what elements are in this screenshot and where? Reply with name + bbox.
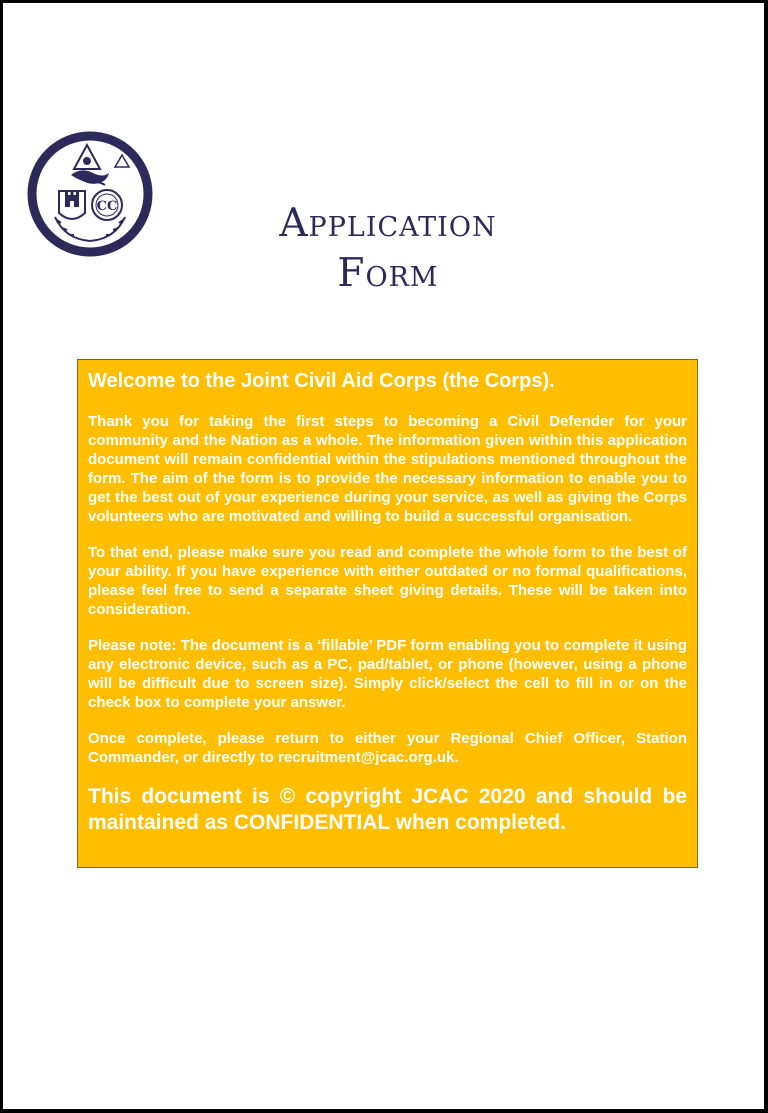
- notice-paragraph: Thank you for taking the first steps to becoming a Civil Defender for your community and the Nation as a whole. The information given within this application document will remain confidential within the stipulations mentioned throughout the form. The aim of the form is to provide the necessary information to enable you to get the best out of your experience during your service, as well as giving the Corps volunteers who are motivated and willing to build a successful organisation.: [88, 413, 687, 525]
- copyright-notice: This document is © copyright JCAC 2020 and should be maintained as CONFIDENTIAL when completed.: [88, 785, 687, 834]
- welcome-notice-box: [77, 359, 698, 868]
- notice-paragraph: To that end, please make sure you read and complete the whole form to the best of your ability. If you have experience with either outdated or no formal qualifications, please feel free to send a separate sheet giving details. These will be taken into consideration.: [88, 544, 687, 618]
- title-line-1: Application: [279, 201, 497, 246]
- notice-paragraph: Please note: The document is a ‘fillable’ PDF form enabling you to complete it using any electronic device, such as a PC, pad/tablet, or phone (however, using a phone will be difficult due to screen size). Simply click/select the cell to fill in or on the check box to complete your answer.: [88, 637, 687, 711]
- notice-paragraph: Once complete, please return to either your Regional Chief Officer, Station Commander, or directly to recruitment@jcac.org.uk.: [88, 730, 687, 766]
- jcac-crest-icon: [27, 131, 153, 257]
- title-line-2: Form: [337, 251, 439, 296]
- page-title: [203, 199, 573, 299]
- svg-text:CC: CC: [96, 199, 118, 214]
- notice-heading: Welcome to the Joint Civil Aid Corps (the Corps).: [88, 370, 555, 392]
